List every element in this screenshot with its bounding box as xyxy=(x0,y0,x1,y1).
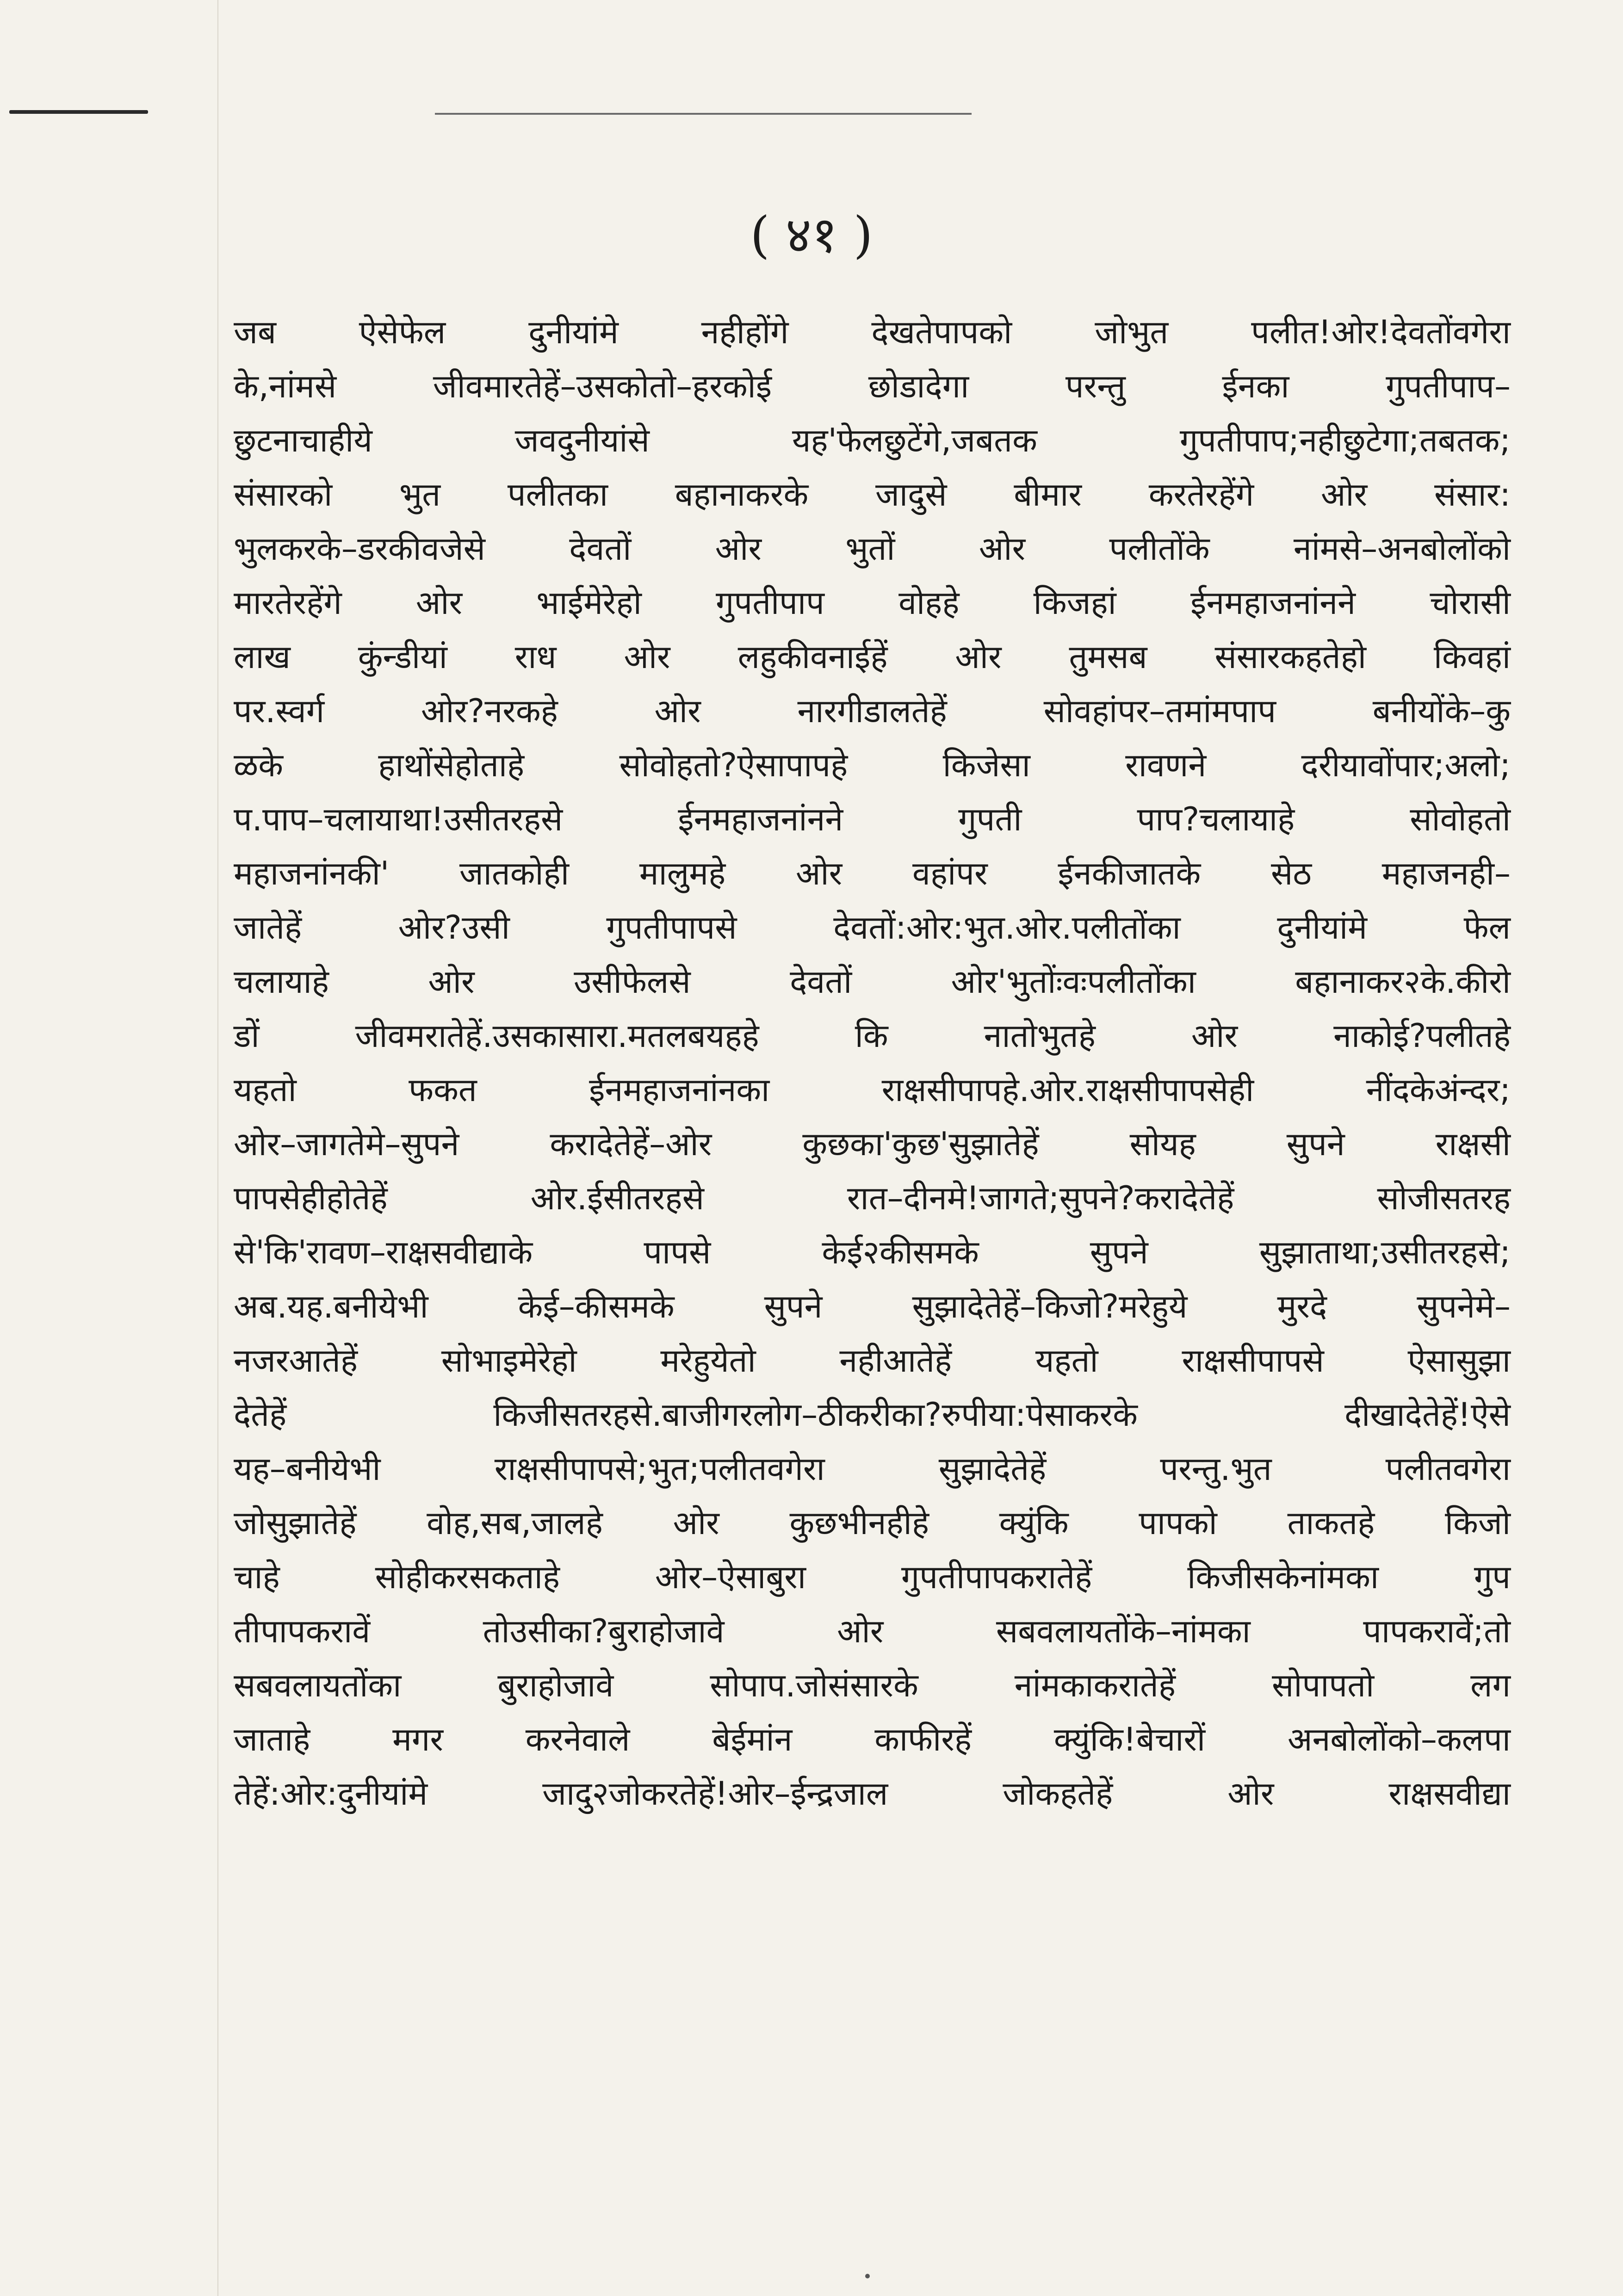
text-line: ळके हाथोंसेहोताहे सोवोहतो?ऐसापापहे किजेसा रावणने दरीयावोंपार;अलो; xyxy=(234,746,1511,784)
corner-ink-mark xyxy=(9,110,148,114)
text-line: ओर–जागतेमे–सुपने करादेतेहें–ओर कुछका'कुछ'सुझातेहें सोयह सुपने राक्षसी xyxy=(234,1125,1511,1163)
text-line: जातेहें ओर?उसी गुपतीपापसे देवतों:ओर:भुत.ओर.पलीतोंका दुनीयांमे फेल xyxy=(234,909,1511,947)
page-number: ( ४१ ) xyxy=(750,206,873,264)
text-line: छुटनाचाहीये जवदुनीयांसे यह'फेलछुटेंगे,जबतक गुपतीपाप;नहीछुटेगा;तबतक; xyxy=(234,421,1511,459)
text-line: भुलकरके–डरकीवजेसे देवतों ओर भुतों ओर पलीतोंके नांमसे–अनबोलोंको xyxy=(234,530,1511,568)
text-line: महाजनांनकी' जातकोही मालुमहे ओर वहांपर ईनकीजातके सेठ महाजनही– xyxy=(234,854,1511,892)
ink-dot xyxy=(865,2274,870,2278)
text-line: पापसेहीहोतेहें ओर.ईसीतरहसे रात–दीनमे!जागते;सुपने?करादेतेहें सोजीसतरह xyxy=(234,1179,1511,1217)
header-rule xyxy=(435,113,972,115)
text-line: जाताहे मगर करनेवाले बेईमांन काफीरहें क्युंकि!बेचारों अनबोलोंको–कलपा xyxy=(234,1720,1511,1758)
text-line: मारतेरहेंगे ओर भाईमेरेहो गुपतीपाप वोहहे किजहां ईनमहाजनांनने चोरासी xyxy=(234,584,1511,622)
body-text xyxy=(234,305,1511,1821)
text-line: चलायाहे ओर उसीफेलसे देवतों ओर'भुतोंःवःपलीतोंका बहानाकर२के.कीरो xyxy=(234,963,1511,1001)
text-line: चाहे सोहीकरसकताहे ओर–ऐसाबुरा गुपतीपापकरातेहें किजीसकेनांमका गुप xyxy=(234,1558,1511,1596)
margin-line xyxy=(217,0,218,2296)
text-line: पर.स्वर्ग ओर?नरकहे ओर नारगीडालतेहें सोवहांपर–तमांमपाप बनीयोंके–कु xyxy=(234,692,1511,730)
text-line: संसारको भुत पलीतका बहानाकरके जादुसे बीमार करतेरहेंगे ओर संसार: xyxy=(234,476,1511,514)
text-line: यहतो फकत ईनमहाजनांनका राक्षसीपापहे.ओर.राक्षसीपापसेही नींदकेअंन्दर; xyxy=(234,1071,1511,1109)
text-line: तीपापकरावें तोउसीका?बुराहोजावे ओर सबवलायतोंके–नांमका पापकरावें;तो xyxy=(234,1612,1511,1650)
text-line: देतेहें किजीसतरहसे.बाजीगरलोग–ठीकरीका?रुपीया:पेसाकरके दीखादेतेहें!ऐसे xyxy=(234,1396,1511,1434)
text-line: डों जीवमरातेहें.उसकासारा.मतलबयहहे कि नातोभुतहे ओर नाकोई?पलीतहे xyxy=(234,1017,1511,1055)
text-line: यह–बनीयेभी राक्षसीपापसे;भुत;पलीतवगेरा सुझादेतेहें परन्तु.भुत पलीतवगेरा xyxy=(234,1450,1511,1488)
text-line: से'कि'रावण–राक्षसवीद्याके पापसे केई२कीसमके सुपने सुझाताथा;उसीतरहसे; xyxy=(234,1233,1511,1271)
text-line: नजरआतेहें सोभाइमेरेहो मरेहुयेतो नहीआतेहें यहतो राक्षसीपापसे ऐसासुझा xyxy=(234,1342,1511,1380)
text-line: सबवलायतोंका बुराहोजावे सोपाप.जोसंसारके नांमकाकरातेहें सोपापतो लग xyxy=(234,1666,1511,1704)
text-line: के,नांमसे जीवमारतेहें–उसकोतो–हरकोई छोडादेगा परन्तु ईनका गुपतीपाप– xyxy=(234,367,1511,405)
text-line: लाख कुंन्डीयां राध ओर लहुकीवनाईहें ओर तुमसब संसारकहतेहो किवहां xyxy=(234,638,1511,676)
text-line: जोसुझातेहें वोह,सब,जालहे ओर कुछभीनहीहे क्युंकि पापको ताकतहे किजो xyxy=(234,1504,1511,1542)
text-line: अब.यह.बनीयेभी केई–कीसमके सुपने सुझादेतेहें–किजो?मरेहुये मुरदे सुपनेमे– xyxy=(234,1287,1511,1325)
text-line: तेहें:ओर:दुनीयांमे जादु२जोकरतेहें!ओर–ईन्द्रजाल जोकहतेहें ओर राक्षसवीद्या xyxy=(234,1775,1511,1813)
text-line: प.पाप–चलायाथा!उसीतरहसे ईनमहाजनांनने गुपती पाप?चलायाहे सोवोहतो xyxy=(234,800,1511,838)
text-line: जब ऐसेफेल दुनीयांमे नहीहोंगे देखतेपापको जोभुत पलीत!ओर!देवतोंवगेरा xyxy=(234,313,1511,351)
